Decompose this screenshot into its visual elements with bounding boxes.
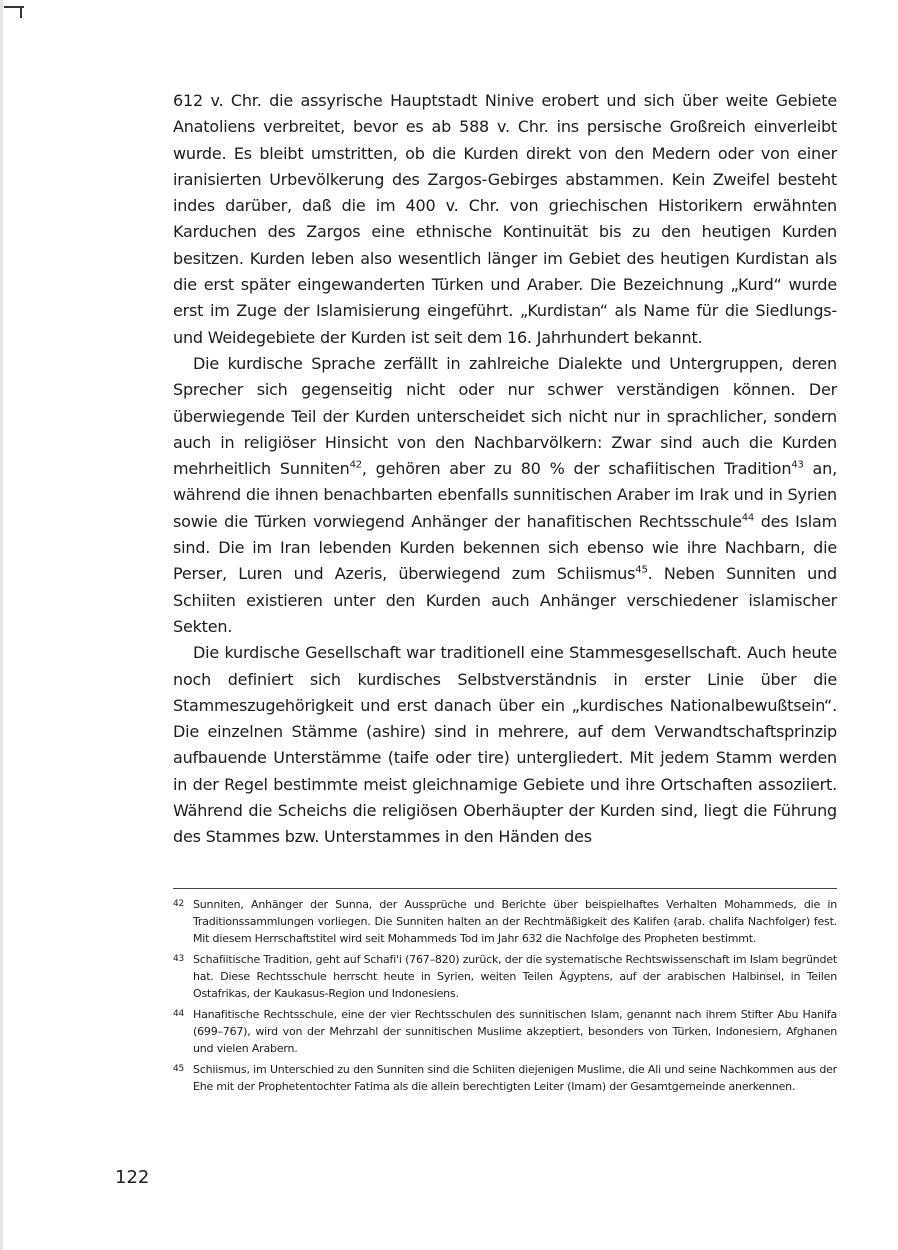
footnote-number: 44 [173,1009,185,1019]
page-body [173,88,837,851]
footnote-number: 43 [173,954,185,964]
paragraph-2-part-e: . Neben Sunniten und Schiiten existieren unter den Kurden auch Anhänger verschiedener islamischer Sekten. [173,564,837,636]
footnote-number: 42 [173,899,185,909]
scan-left-edge [0,0,3,1250]
footnote-text: Sunniten, Anhänger der Sunna, der Aussprüche und Berichte über beispielhaftes Verhalten Mohammeds, die in Traditionssammlungen vorliegen. Die Sunniten halten an der Rechtmäßigkeit des Kalifen (arab. chalifa Nachfolger) fest. Mit diesem Herrschaftstitel wird seit Mohammeds Tod im Jahr 632 die Nachfolge des Propheten bestimmt. [193,898,837,945]
paragraph-2-part-d: des Islam sind. Die im Iran lebenden Kurden bekennen sich ebenso wie ihre Nachbarn, die Perser, Luren und Azeris, überwiegend zum Schiismus [173,511,837,584]
paragraph-2 [173,351,837,640]
footnote-ref-42: 42 [349,459,362,471]
paragraph-2-part-a: Die kurdische Sprache zerfällt in zahlreiche Dialekte und Untergruppen, deren Sprecher sich gegenseitig nicht oder nur schwer verständigen können. Der überwiegende Teil der Kurden unterscheidet sich nicht nur in sprachlicher, sondern auch in religiöser Hinsicht von den Nachbarvölkern: Zwar sind auch die Kurden mehrheitlich Sunniten [173,353,837,479]
paragraph-2-part-c: an, während die ihnen benachbarten ebenfalls sunnitischen Araber im Irak und in Syrien sowie die Türken vorwiegend Anhänger der hanafitischen Rechtsschule [173,459,837,531]
footnote-43 [173,951,837,1002]
footnote-ref-45: 45 [635,565,648,577]
body-text [173,88,837,851]
crop-mark [0,0,24,16]
footnote-text: Schiismus, im Unterschied zu den Sunniten sind die Schiiten diejenigen Muslime, die Ali und seine Nachkommen aus der Ehe mit der Prophetentochter Fatima als die allein berechtigten Leiter (Imam) der Gesamtgemeinde anerkennen. [193,1063,837,1093]
paragraph-3: Die kurdische Gesellschaft war traditionell eine Stammesgesellschaft. Auch heute noch definiert sich kurdisches Selbstverständnis in erster Linie über die Stammeszugehörigkeit und erst danach über ein „kurdisches Nationalbewußtsein“. Die einzelnen Stämme (ashire) sind in mehrere, auf dem Verwandtschaftsprinzip aufbauende Unterstämme (taife oder tire) untergliedert. Mit jedem Stamm werden in der Regel bestimmte meist gleichnamige Gebiete und ihre Ortschaften assoziiert. Während die Scheichs die religiösen Oberhäupter der Kurden sind, liegt die Führung des Stammes bzw. Unterstammes in den Händen des [173,643,837,847]
paragraph-2-part-b: , gehören aber zu 80 % der schafiitischen Tradition [361,459,792,479]
page-number: 122 [115,1167,150,1188]
footnote-number: 45 [173,1064,185,1074]
footnote-ref-44: 44 [741,512,755,524]
paragraph-1: 612 v. Chr. die assyrische Hauptstadt Ninive erobert und sich über weite Gebiete Anatoliens verbreitet, bevor es ab 588 v. Chr. ins persische Großreich einverleibt wurde. Es bleibt umstritten, ob die Kurden direkt von den Medern oder von einer iranisierten Urbevölkerung des Zargos-Gebirges abstammen. Kein Zweifel besteht indes darüber, daß die im 400 v. Chr. von griechischen Historikern erwähnten Karduchen des Zargos eine ethnische Kontinuität bis zu den heutigen Kurden besitzen. Kurden leben also wesentlich länger im Gebiet des heutigen Kurdistan als die erst später eingewanderten Türken und Araber. Die Bezeichnung „Kurd“ wurde erst im Zuge der Islamisierung eingeführt. „Kurdistan“ als Name für die Siedlungs- und Weidegebiete der Kurden ist seit dem 16. Jahrhundert bekannt. [173,91,837,347]
footnote-45 [173,1061,837,1095]
footnotes [173,896,837,1099]
footnote-ref-43: 43 [791,459,804,471]
footnote-42 [173,896,837,947]
footnote-44 [173,1006,837,1057]
footnote-text: Hanafitische Rechtsschule, eine der vier Rechtsschulen des sunnitischen Islam, genannt nach ihrem Stifter Abu Hanifa (699–767), wird von der Mehrzahl der sunnitischen Muslime akzeptiert, besonders von Türken, Indonesiern, Afghanen und vielen Arabern. [193,1008,837,1055]
footnote-text: Schafiitische Tradition, geht auf Schafi'i (767–820) zurück, der die systematische Rechtswissenschaft im Islam begründet hat. Diese Rechtsschule herrscht heute in Syrien, weiten Teilen Ägyptens, auf der arabischen Halbinsel, in Teilen Ostafrikas, der Kaukasus-Region und Indonesiens. [193,953,837,1000]
footnote-divider [173,888,837,889]
